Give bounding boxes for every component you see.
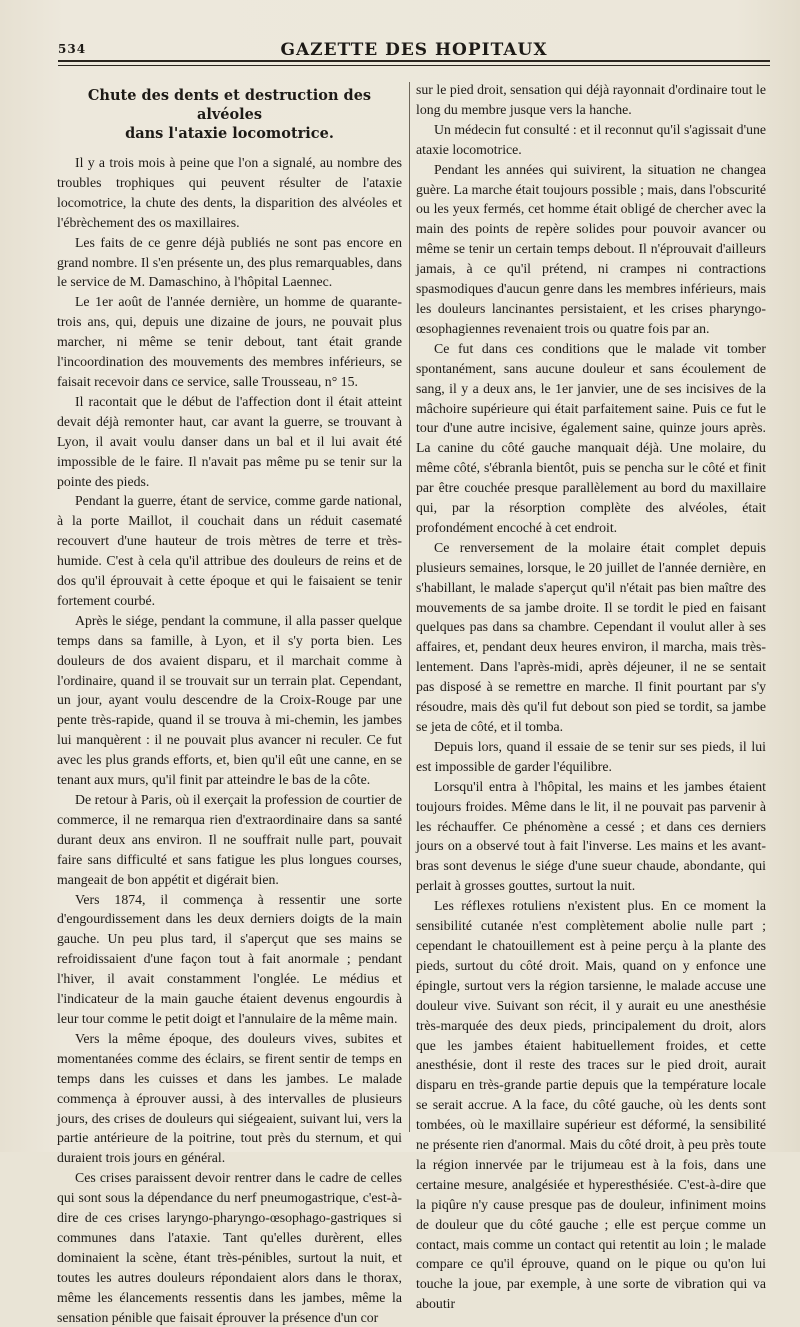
paragraph: Depuis lors, quand il essaie de se tenir sur ses pieds, il lui est impossible de garder l'équilibre. — [416, 738, 766, 774]
page-number: 534 — [58, 42, 87, 56]
page-header — [58, 32, 770, 72]
article-title-line-1: Chute des dents et destruction des alvéoles — [87, 87, 372, 123]
journal-title: GAZETTE DES HOPITAUX — [280, 40, 548, 60]
paragraph: Pendant la guerre, étant de service, comme garde national, à la porte Maillot, il couchait dans un réduit casematé recouvert d'une hauteur de trois mètres de terre et très-humide. C'est à cela qu'il attribue des douleurs de reins et de dos qu'il éprouvait à cette époque et qui le faisaient se tenir fortement courbé. — [57, 493, 402, 608]
paragraph: Il racontait que le début de l'affection dont il était atteint devait déjà remonter haut, car avant la guerre, se trouvant à Lyon, il avait voulu danser dans un bal et il lui avait été impossible de le faire. Il n'avait pas même pu se tenir sur la pointe des pieds. — [57, 393, 402, 489]
paragraph: Il y a trois mois à peine que l'on a signalé, au nombre des troubles trophiques qui peuvent résulter de l'ataxie locomotrice, la chute des dents, la disparition des alvéoles et l'ébrèchement des os maxillaires. — [57, 155, 402, 230]
header-rule-thin — [58, 65, 770, 66]
paragraph: Vers 1874, il commença à ressentir une sorte d'engourdissement dans les deux derniers doigts de la main gauche. Un peu plus tard, il s'aperçut que ses mains se refroidissaient d'une façon tout à fait anormale ; pendant l'hiver, il avait constamment l'onglée. Le médius et l'indicateur de la main gauche étaient devenus engourdis à leur tour comme le petit doigt et l'annulaire de la même main. — [57, 891, 402, 1026]
paragraph: De retour à Paris, où il exerçait la profession de courtier de commerce, il ne remarqua rien d'extraordinaire dans sa santé durant deux ans environ. Il ne souffrait nulle part, pouvait faire sans difficulté et sans fatigue les plus longues courses, mangeait de bon appétit et digérait bien. — [57, 792, 402, 887]
paragraph: Vers la même époque, des douleurs vives, subites et momentanées comme des éclairs, se firent sentir de temps en temps dans les cuisses et dans les jambes. Le malade commença à éprouver aussi, à des intervalles de plusieurs jours, des crises de douleurs qui siégeaient, suivant lui, vers la partie antérieure de la poitrine, tout près du sternum, et qui duraient trois jours en général. — [57, 1030, 402, 1166]
paragraph: Un médecin fut consulté : et il reconnut qu'il s'agissait d'une ataxie locomotrice. — [416, 121, 766, 157]
paragraph-continuation: sur le pied droit, sensation qui déjà rayonnait d'ordinaire tout le long du membre jusque vers la hanche. — [416, 82, 766, 117]
paragraph: Les réflexes rotuliens n'existent plus. En ce moment la sensibilité cutanée n'est complètement abolie nulle part ; cependant le chatouillement est à peine perçu à la plante des pieds, surtout du côté droit. Mais, quand on y enfonce une épingle, surtout vers la région tarsienne, le malade accuse une douleur vive. Suivant son récit, il y aurait eu une anesthésie très-marquée des deux pieds, principalement du droit, alors que les jambes étaient habituellement froides, et cette anesthésie, dont il reste des traces sur le pied droit, aurait disparu en très-grande partie depuis que la température locale se serait accrue. A la face, du côté gauche, où les dents sont tombées, où le maxillaire supérieur est déformé, la sensibilité ne présente rien d'anormal. Mais du côté droit, à peu près toute la région innervée par le trijumeau est à la fois, dans une certaine mesure, analgésiée et hyperesthésiée. C'est-à-dire que la piqûre n'y cause presque pas de douleur, infiniment moins de douleur que du côté gauche ; elle est perçue comme un contact, mais comme un contact qui retentit au loin ; le malade compare ce qu'il éprouve, quand on le pique ou qu'on lui touche la joue, par exemple, à une sorte de vibration qui va aboutir — [416, 898, 766, 1312]
paragraph: Les faits de ce genre déjà publiés ne sont pas encore en grand nombre. Il s'en présente un, des plus remarquables, dans le service de M. Damaschino, à l'hôpital Laennec. — [57, 234, 403, 290]
paragraph: Ce fut dans ces conditions que le malade vit tomber spontanément, sans aucune douleur et sans écoulement de sang, il y a deux ans, le 1er janvier, une de ses incisives de la mâchoire supérieure qui était parfaitement saine. Puis ce fut le tour d'une autre incisive, également saine, quinze jours après. La canine du côté gauche manquait déjà. Une molaire, du même côté, s'ébranla bientôt, puis se pencha sur le côté et finit par être couchée presque parallèlement au bord du maxillaire qui, par la résorption complète des alvéoles, était profondément encoché à cet endroit. — [416, 340, 766, 535]
paragraph: Après le siége, pendant la commune, il alla passer quelque temps dans sa famille, à Lyon, et il s'y porta bien. Les douleurs de dos avaient disparu, et il marchait comme à l'ordinaire, quand il se trouvait sur un terrain plat. Cependant, un jour, ayant voulu descendre de la Croix-Rouge par une pente très-rapide, quand il se trouva à mi-chemin, les jambes lui manquèrent : il ne pouvait plus avancer ni reculer. Ce fut avec les plus grands efforts, et, bien qu'il eût une canne, en se tenant aux murs, qu'il finit par atteindre le bas de la côte. — [57, 612, 402, 788]
column-divider — [409, 82, 410, 1132]
right-column — [416, 80, 766, 1312]
left-column — [57, 80, 403, 1325]
paragraph: Le 1er août de l'année dernière, un homme de quarante-trois ans, qui, depuis une dizaine de jours, ne pouvait plus marcher, ni même se tenir debout, tant était grande l'incoordination des mouvements des membres inférieurs, se faisait recevoir dans ce service, salle Trousseau, n° 15. — [57, 294, 402, 389]
paragraph: Ces crises paraissent devoir rentrer dans le cadre de celles qui sont sous la dépendance du nerf pneumogastrique, c'est-à-dire de ces crises laryngo-pharyngo-œsophago-gastriques si communes dans l'ataxie. Tant qu'elles durèrent, elles dominaient la scène, étant très-pénibles, surtout la nuit, et toutes les autres douleurs répondaient alors dans le thorax, même les élancements ressentis dans les jambes, même la sensation pénible que faisait éprouver la présence d'un cor — [57, 1170, 402, 1325]
header-rule — [58, 60, 770, 62]
paragraph: Ce renversement de la molaire était complet depuis plusieurs semaines, lorsque, le 20 juillet de l'année dernière, en s'habillant, le malade s'aperçut qu'il n'était pas bien maître des mouvements de sa jambe droite. Il se tordit le pied en faisant quelques pas dans sa chambre. Cependant il voulut aller à ses affaires, et, pendant deux heures environ, il marcha, mais très-lentement. Dans l'après-midi, après déjeuner, il ne se sentait pas disposé à se remettre en marche. Il finit pourtant par s'y résoudre, mais dès qu'il fut debout son pied se tordit, sa jambe se jeta de côté, et il tomba. — [416, 539, 766, 734]
paragraph: Pendant les années qui suivirent, la situation ne changea guère. La marche était toujours possible ; mais, dans l'obscurité ou les yeux fermés, cet homme était obligé de chercher avec la main des points de repère solides pour pouvoir avancer ou même se tenir un certain temps debout. Il n'éprouvait d'ailleurs jamais, à ce qu'il prétend, ni crampes ni contractions spasmodiques d'aucun genre dans les membres inférieurs, mais les douleurs lancinantes persistaient, et les crises pharyngo-œsophagiennes revenaient trois ou quatre fois par an. — [416, 161, 766, 336]
paragraph: Lorsqu'il entra à l'hôpital, les mains et les jambes étaient toujours froides. Même dans le lit, il ne pouvait pas parvenir à les réchauffer. Ce phénomène a cessé ; et dans ces derniers jours on a observé tout à fait l'inverse. Les mains et les avant-bras sont devenus le siége d'une sueur chaude, abondante, qui perlait à grosses gouttes, surtout la nuit. — [416, 778, 766, 894]
article-title-line-2: dans l'ataxie locomotrice. — [125, 125, 334, 142]
article-title — [67, 86, 392, 143]
